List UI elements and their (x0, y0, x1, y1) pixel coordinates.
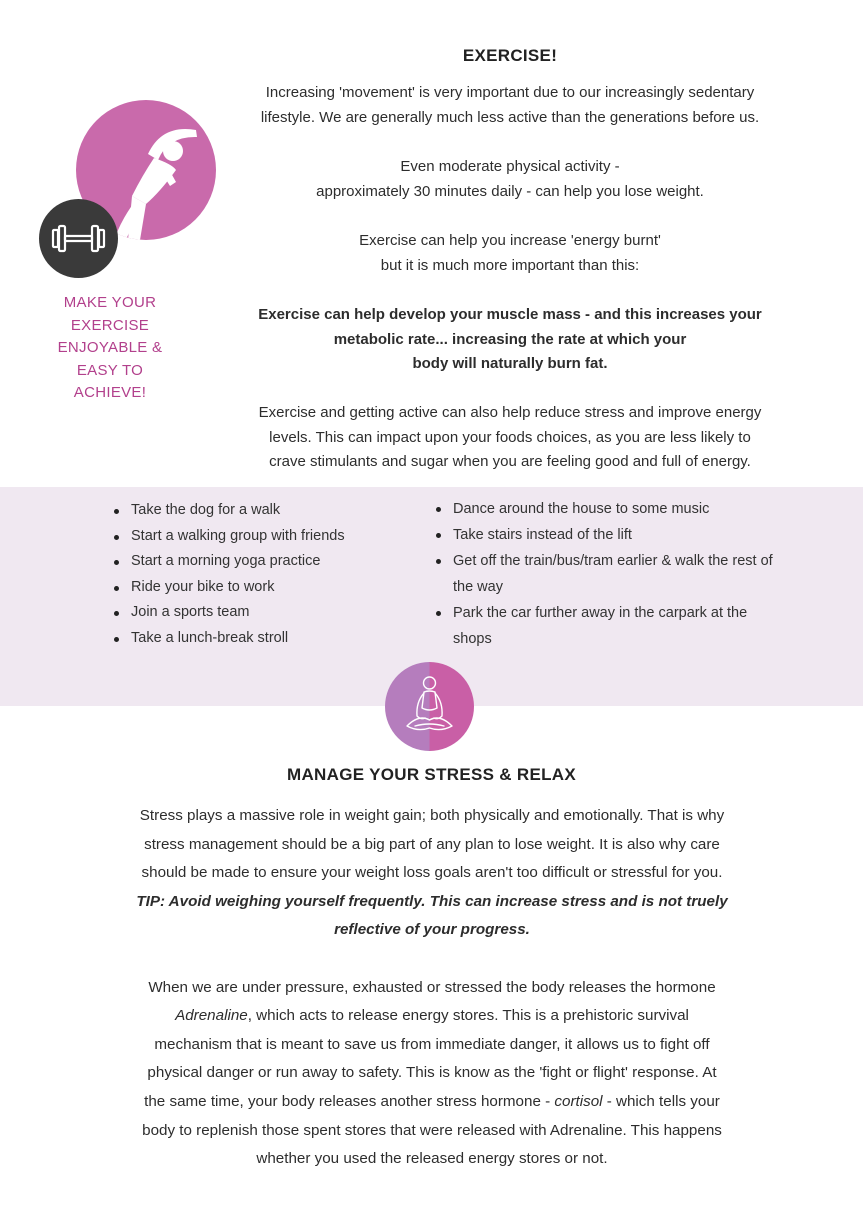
tag-line: EASY TO (76, 361, 144, 379)
text-line: body to replenish those spent stores that were released with Adrenaline. This happens (142, 1121, 722, 1139)
text-span: the same time, your body releases another stress hormone - (144, 1092, 555, 1110)
tips-list-left (114, 498, 414, 652)
meditation-icon (385, 662, 474, 751)
text-line: When we are under pressure, exhausted or stressed the body releases the hormone (148, 978, 716, 996)
text-line (76, 1002, 788, 1031)
text-line: approximately 30 minutes daily - can help you lose weight. (316, 182, 704, 200)
text-line: whether you used the released energy stores or not. (256, 1150, 608, 1168)
text-line: Even moderate physical activity - (400, 158, 620, 175)
dumbbell-icon (39, 199, 118, 278)
tag-line: MAKE YOUR (63, 294, 157, 311)
meditation-graphic (385, 662, 474, 751)
text-line: body will naturally burn fat. (412, 355, 608, 373)
text-span: - which tells your (602, 1092, 720, 1110)
dumbbell-graphic (39, 199, 118, 278)
list-item: Start a walking group with friends (114, 524, 414, 550)
stress-title: MANAGE YOUR STRESS & RELAX (287, 765, 576, 784)
exercise-paragraph-5 (204, 401, 816, 475)
adrenaline-term: Adrenaline (175, 1007, 248, 1025)
text-line: Exercise and getting active can also help reduce stress and improve energy (258, 404, 762, 421)
text-line: physical danger or run away to safety. This is know as the 'fight or flight' response. At (147, 1064, 717, 1082)
list-item: Get off the train/bus/tram earlier & walk the rest of the way (436, 548, 788, 600)
cortisol-term: cortisol (554, 1092, 603, 1110)
exercise-paragraph-4 (204, 303, 816, 377)
text-line: levels. This can impact upon your foods choices, as you are less likely to (269, 428, 751, 446)
text-line: crave stimulants and sugar when you are feeling good and full of energy. (269, 453, 751, 471)
text-line: should be made to ensure your weight loss goals aren't too difficult or stressful for you. (141, 864, 723, 882)
text-line: lifestyle. We are generally much less active than the generations before us. (260, 108, 760, 126)
text-line: stress management should be a big part of any plan to lose weight. It is also why care (144, 835, 720, 853)
text-line: but it is much more important than this: (380, 256, 640, 274)
exercise-side-tag (44, 292, 176, 405)
tip-line: reflective of your progress. (334, 921, 530, 939)
exercise-paragraph-3 (204, 229, 816, 278)
list-item: Ride your bike to work (114, 575, 414, 601)
text-line (76, 1088, 788, 1117)
tag-line: ENJOYABLE & (57, 339, 163, 357)
list-item: Start a morning yoga practice (114, 549, 414, 575)
tag-line: ACHIEVE! (73, 384, 147, 402)
stress-body (76, 802, 788, 1174)
text-line: mechanism that is meant to save us from immediate danger, it allows us to fight off (154, 1035, 710, 1053)
list-item: Take a lunch-break stroll (114, 626, 414, 652)
spacer (76, 945, 788, 974)
list-item: Take the dog for a walk (114, 498, 414, 524)
exercise-paragraph-1 (204, 81, 816, 130)
list-item: Dance around the house to some music (436, 496, 808, 522)
tips-list-right (436, 496, 808, 652)
list-item: Park the car further away in the carpark at the shops (436, 600, 788, 652)
list-item: Join a sports team (114, 600, 414, 626)
tip-line: TIP: Avoid weighing yourself frequently. This can increase stress and is not truely (136, 892, 728, 910)
text-line: metabolic rate... increasing the rate at which your (333, 330, 687, 348)
text-line: Increasing 'movement' is very important due to our increasingly sedentary (265, 84, 755, 101)
exercise-title: EXERCISE! (462, 46, 558, 65)
text-line: Stress plays a massive role in weight gain; both physically and emotionally. That is why (139, 807, 725, 824)
text-span: , which acts to release energy stores. This is a prehistoric survival (247, 1007, 689, 1025)
text-line: Exercise can help develop your muscle mass - and this increases your (258, 306, 762, 323)
tag-line: EXERCISE (70, 316, 150, 334)
exercise-paragraph-2 (204, 155, 816, 204)
list-item: Take stairs instead of the lift (436, 522, 808, 548)
text-line: Exercise can help you increase 'energy burnt' (359, 232, 661, 249)
